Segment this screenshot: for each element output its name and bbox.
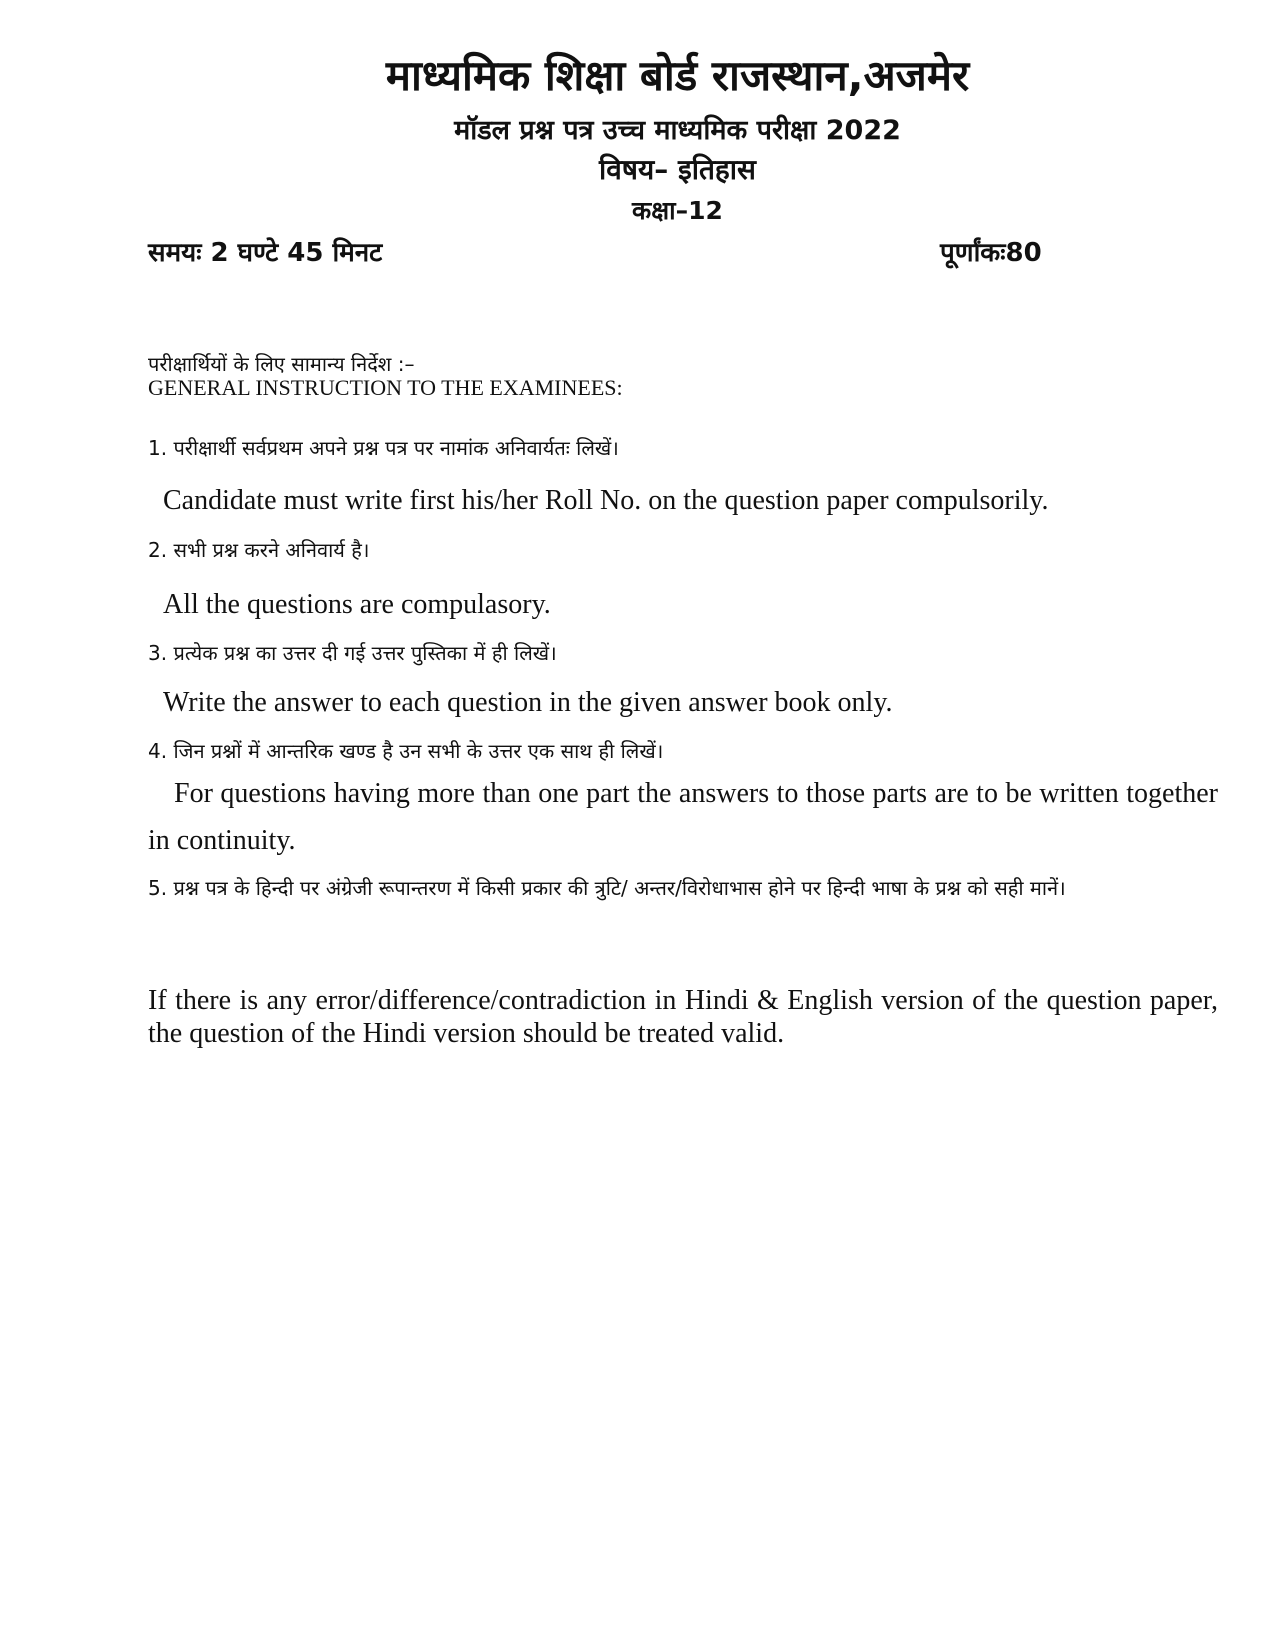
instruction-5-english: If there is any error/difference/contradiction in Hindi & English version of the question paper, the question of the Hindi version should be treated valid.	[148, 985, 1218, 1049]
model-paper-title: मॉडल प्रश्न पत्र उच्च माध्यमिक परीक्षा 2022	[454, 115, 901, 146]
board-title: माध्यमिक शिक्षा बोर्ड राजस्थान,अजमेर	[385, 51, 970, 100]
instruction-1-english: Candidate must write first his/her Roll No. on the question paper compulsorily.	[163, 485, 1049, 516]
exam-time: समयः 2 घण्टे 45 मिनट	[148, 238, 383, 268]
instruction-5-hindi: 5. प्रश्न पत्र के हिन्दी पर अंग्रेजी रूपान्तरण में किसी प्रकार की त्रुटि/ अन्तर/विरोधाभास होने पर हिन्दी भाषा के प्रश्न को सही मानें।	[148, 876, 1066, 900]
instruction-2-hindi: 2. सभी प्रश्न करने अनिवार्य है।	[148, 538, 370, 562]
instructions-heading-english: GENERAL INSTRUCTION TO THE EXAMINEES:	[148, 375, 623, 400]
instruction-1-hindi: 1. परीक्षार्थी सर्वप्रथम अपने प्रश्न पत्र पर नामांक अनिवार्यतः लिखें।	[148, 436, 619, 460]
max-marks: पूर्णांकः80	[940, 238, 1042, 268]
instructions-heading-hindi: परीक्षार्थियों के लिए सामान्य निर्देश :–	[148, 352, 415, 376]
instruction-2-english: All the questions are compulasory.	[163, 589, 551, 620]
instruction-4-hindi: 4. जिन प्रश्नों में आन्तरिक खण्ड है उन सभी के उत्तर एक साथ ही लिखें।	[148, 739, 664, 763]
class-title: कक्षा–12	[632, 196, 723, 225]
instruction-3-hindi: 3. प्रत्येक प्रश्न का उत्तर दी गई उत्तर पुस्तिका में ही लिखें।	[148, 641, 557, 665]
instruction-3-english: Write the answer to each question in the given answer book only.	[163, 687, 893, 718]
instruction-4-english: For questions having more than one part the answers to those parts are to be written together in continuity.	[148, 778, 1218, 856]
subject-title: विषय– इतिहास	[598, 153, 756, 186]
